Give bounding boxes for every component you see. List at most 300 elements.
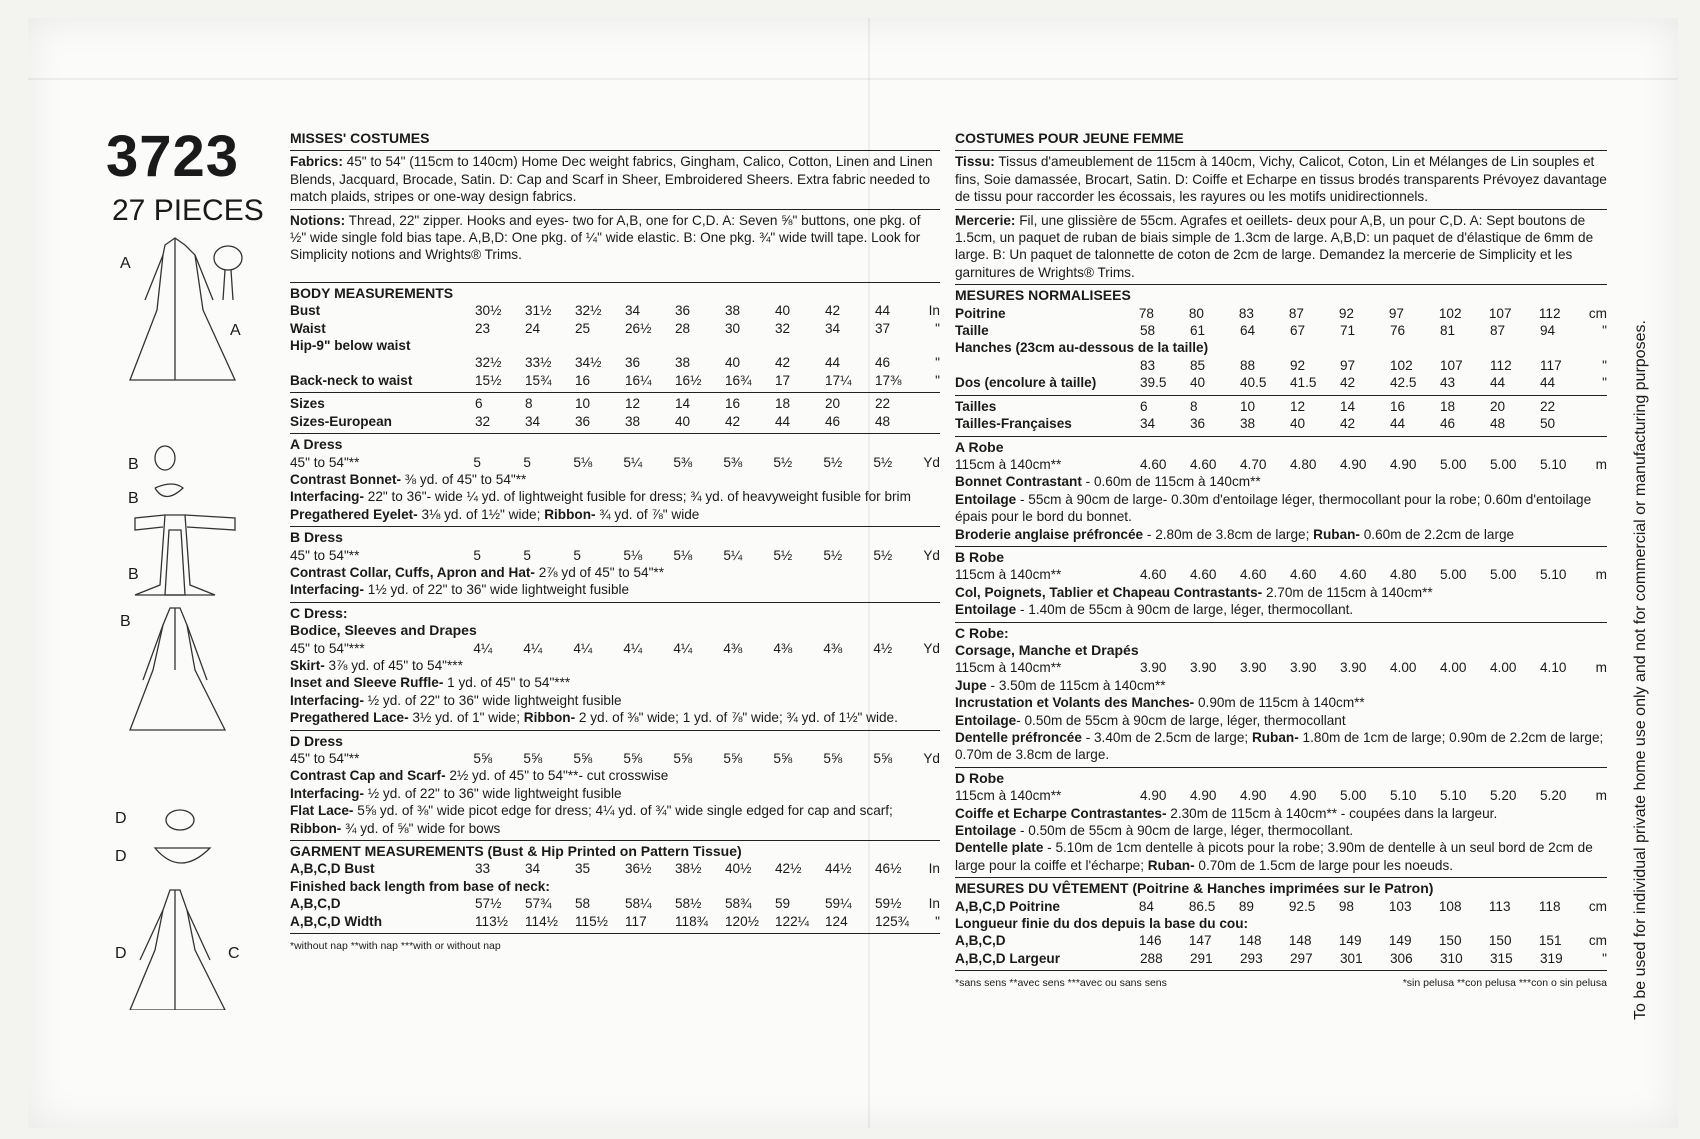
row-unit: " (935, 913, 940, 929)
size-value: 5¼ (623, 454, 643, 470)
item-label: Broderie anglaise préfroncée (955, 526, 1144, 542)
size-value: 42 (775, 355, 791, 371)
size-table (290, 395, 940, 430)
size-value: 43 (1440, 375, 1456, 391)
view-d-yardage (290, 733, 940, 837)
item-text: - 3.40m de 2.5cm de large; (1081, 730, 1252, 745)
view-label: B Dress (290, 529, 343, 546)
size-value: 38 (675, 355, 691, 371)
size-value: 50 (1540, 416, 1556, 432)
size-value: 5⅝ (623, 751, 643, 766)
footnote-left: *without nap **with nap ***with or without nap (290, 940, 501, 953)
size-value: 6 (1140, 398, 1148, 414)
item-label: Pregathered Eyelet- (290, 506, 418, 522)
size-value: 88 (1240, 357, 1256, 373)
row-values (1140, 322, 1590, 339)
size-value: 4⅜ (723, 640, 743, 656)
size-value: 112 (1490, 357, 1512, 373)
item-text: ⅜ yd. of 45" to 54"** (401, 471, 527, 487)
item-label: Dentelle préfroncée (955, 730, 1082, 745)
item-text: - 0.60m de 115cm à 140cm** (1081, 474, 1261, 490)
size-value: 36 (1190, 416, 1206, 432)
size-value: 34 (825, 320, 841, 336)
measurement-row (955, 898, 1607, 915)
measurement-row (290, 547, 940, 564)
size-value: 87 (1490, 323, 1506, 339)
size-value: 3.90 (1240, 660, 1267, 676)
row-unit: m (1595, 567, 1607, 583)
size-value: 40½ (725, 861, 752, 877)
row-unit: cm (1588, 898, 1607, 914)
divider (955, 209, 1607, 210)
size-value: 8 (1190, 398, 1198, 414)
size-value: 44 (875, 303, 891, 319)
row-values (475, 302, 925, 319)
size-value: 20 (825, 396, 841, 412)
measurement-row (290, 878, 940, 895)
yardage-line (290, 692, 940, 709)
row-label: Tailles-Françaises (955, 416, 1072, 432)
size-value: 5.10 (1440, 788, 1467, 804)
row-values (1140, 415, 1590, 432)
size-value: 38 (1240, 416, 1256, 432)
view-c-yardage (955, 625, 1607, 764)
size-value: 4.60 (1340, 567, 1367, 583)
row-unit: m (1595, 660, 1607, 676)
size-value: 4.80 (1290, 456, 1317, 472)
size-value: 40 (1190, 375, 1206, 391)
size-value: 46 (1440, 416, 1456, 432)
size-value: 87 (1288, 305, 1304, 321)
size-value: 118¾ (675, 913, 709, 929)
item-label: Col, Poignets, Tablier et Chapeau Contrastants- (955, 584, 1263, 600)
size-value: 149 (1338, 933, 1362, 949)
size-value: 10 (1240, 398, 1256, 414)
divider (290, 730, 940, 731)
size-value: 42 (825, 303, 841, 319)
size-value: 83 (1140, 357, 1156, 373)
size-value: 4.90 (1290, 788, 1317, 804)
size-value: 44 (1490, 375, 1506, 391)
size-value: 306 (1390, 950, 1413, 966)
size-value: 40 (775, 303, 791, 319)
size-value: 5⅛ (623, 547, 643, 563)
yardage-line (955, 491, 1607, 526)
row-unit: Yd (923, 547, 940, 563)
footnote-left: *sans sens **avec sens ***avec ou sans sens (955, 977, 1167, 990)
row-unit: " (935, 355, 940, 371)
row-values (475, 354, 925, 371)
notions-label: Notions: (290, 212, 346, 228)
size-table (955, 398, 1607, 433)
size-value: 5⅝ (573, 751, 593, 766)
divider (290, 526, 940, 527)
yardage-line (955, 694, 1607, 711)
garment-measurements-title: GARMENT MEASUREMENTS (Bust & Hip Printed on Pattern Tissue) (290, 843, 742, 860)
size-value: 76 (1390, 323, 1406, 339)
row-values (1140, 659, 1590, 676)
view-label: A Dress (290, 436, 343, 453)
size-value: 38 (725, 303, 741, 319)
size-value: 6 (475, 396, 483, 412)
size-value: 4.60 (1240, 567, 1267, 583)
yardage-line (290, 657, 940, 674)
size-value: 59 (775, 896, 791, 912)
size-value: 32½ (475, 355, 502, 371)
measurement-row (955, 415, 1607, 432)
size-value: 5⅜ (673, 454, 693, 470)
size-value: 5½ (873, 454, 893, 470)
row-unit: Yd (923, 454, 940, 470)
size-value: 34½ (575, 355, 602, 371)
size-value: 42 (1340, 375, 1356, 391)
size-value: 112 (1538, 305, 1561, 321)
size-value: 5⅝ (823, 751, 843, 766)
yardage-line (290, 488, 940, 505)
size-value: 5½ (823, 547, 843, 563)
size-value: 4¼ (573, 640, 593, 656)
item-text: - 0.50m de 55cm à 90cm de large, léger, thermocollant. (1016, 823, 1354, 839)
row-label (955, 357, 1140, 374)
measurement-row (290, 372, 940, 389)
size-value: 58½ (675, 896, 702, 912)
view-label: D Dress (290, 732, 343, 749)
size-value: 16 (725, 396, 741, 412)
size-value: 5.10 (1390, 788, 1417, 804)
yardage-line (955, 839, 1607, 874)
row-values (475, 320, 925, 337)
yardage-line (290, 564, 940, 581)
size-value: 92 (1290, 357, 1306, 373)
item-label: Interfacing- (290, 489, 365, 505)
fabrics-paragraph (955, 153, 1607, 205)
size-value: 24 (525, 320, 541, 336)
size-value: 17⅜ (875, 372, 902, 388)
footnote-right: *sin pelusa **con pelusa ***con o sin pelusa (1402, 977, 1607, 990)
view-label: C Robe: (955, 624, 1009, 641)
size-value: 94 (1540, 323, 1556, 339)
size-value: 44 (775, 413, 791, 429)
size-value: 114½ (525, 913, 559, 929)
size-value: 30½ (475, 303, 502, 319)
row-unit: m (1595, 456, 1607, 472)
size-value: 10 (575, 396, 591, 412)
size-value: 5⅜ (723, 454, 743, 470)
yardage-line (290, 674, 940, 691)
size-value: 36 (675, 303, 691, 319)
divider (955, 970, 1607, 971)
item-label: Pregathered Lace- (290, 710, 409, 726)
view-c-yardage (290, 605, 940, 727)
size-value: 40 (1290, 416, 1306, 432)
view-sublabel: Corsage, Manche et Drapés (955, 641, 1139, 658)
size-value: 148 (1238, 933, 1262, 949)
english-section (290, 130, 940, 955)
size-value: 32½ (575, 303, 602, 319)
row-label: Taille (955, 323, 989, 339)
row-values (475, 413, 925, 430)
footnote (955, 975, 1607, 992)
size-value: 4½ (873, 640, 893, 656)
item-text: ½ yd. of 22" to 36" wide lightweight fusible (364, 692, 622, 708)
size-value: 4.90 (1340, 456, 1367, 472)
divider (955, 622, 1607, 623)
row-label: Waist (290, 320, 326, 336)
view-letter: B (128, 456, 139, 473)
size-value: 319 (1540, 950, 1563, 966)
size-value: 17¼ (825, 372, 852, 388)
size-value: 81 (1440, 323, 1456, 339)
row-unit: " (1602, 357, 1607, 373)
size-value: 315 (1490, 950, 1513, 966)
size-value: 85 (1190, 357, 1206, 373)
size-value: 84 (1138, 898, 1154, 914)
size-value: 5.00 (1490, 456, 1517, 472)
garment-sketches (125, 230, 265, 1010)
size-value: 34 (1140, 416, 1156, 432)
view-a-yardage (290, 436, 940, 523)
size-value: 117 (625, 913, 647, 929)
size-value: 5⅝ (873, 751, 893, 766)
size-value: 97 (1388, 305, 1404, 321)
yardage-line (290, 506, 940, 523)
size-value: 117 (1540, 357, 1562, 373)
size-value: 42 (725, 413, 741, 429)
item-label: Entoilage (955, 823, 1017, 839)
size-value: 102 (1390, 357, 1413, 373)
size-value: 150 (1488, 933, 1512, 949)
row-label (290, 354, 475, 371)
size-value: 23 (475, 320, 491, 336)
size-value: 59½ (875, 896, 902, 912)
size-value: 44 (1390, 416, 1406, 432)
size-value: 5 (473, 454, 481, 470)
size-value: 5¼ (723, 547, 743, 563)
row-label: 45" to 54"** (290, 547, 360, 563)
item-label: Skirt- (290, 657, 325, 673)
fabrics-label: Fabrics: (290, 154, 343, 170)
row-label: Dos (encolure à taille) (955, 375, 1097, 391)
divider (955, 150, 1607, 151)
size-value: 44½ (825, 861, 852, 877)
size-value: 36 (625, 355, 641, 371)
footnote (290, 938, 940, 955)
size-value: 5 (473, 547, 481, 563)
row-label: 115cm à 140cm** (955, 660, 1062, 676)
yardage-line (290, 785, 940, 802)
row-unit: " (1602, 950, 1607, 966)
measurement-row (290, 895, 940, 912)
size-value: 34 (525, 861, 541, 877)
size-value: 33½ (525, 355, 552, 371)
size-value: 4.60 (1290, 567, 1317, 583)
size-value: 71 (1340, 323, 1356, 339)
yardage-line (955, 584, 1607, 601)
row-label: 45" to 54"** (290, 751, 360, 766)
fabrics-label: Tissu: (955, 154, 995, 170)
size-value: 59¼ (825, 896, 852, 912)
divider (290, 150, 940, 151)
size-value: 40 (675, 413, 691, 429)
row-label: A,B,C,D Poitrine (955, 898, 1060, 914)
item-text: - 55cm à 90cm de large- 0.30m d'entoilage léger, thermocollant pour la robe; 0.60m d'entoilage épais pour le bord du bonnet. (955, 491, 1592, 525)
measurement-row (955, 932, 1607, 949)
size-value: 5.00 (1440, 456, 1467, 472)
measurement-row (955, 950, 1607, 967)
view-label: D Robe (955, 769, 1004, 786)
size-value: 5⅝ (523, 751, 543, 766)
size-value: 31½ (525, 303, 552, 319)
measurement-row (955, 456, 1607, 473)
measurement-row (290, 354, 940, 371)
size-value: 5⅝ (473, 751, 493, 766)
yardage-line (955, 473, 1607, 490)
size-value: 57¾ (525, 896, 552, 912)
row-label: 115cm à 140cm** (955, 788, 1062, 804)
size-value: 5 (523, 454, 531, 470)
size-value: 124 (825, 913, 848, 929)
item-text: 0.70m de 1.5cm de large pour les noeuds. (1194, 857, 1454, 873)
measurement-row (955, 566, 1607, 583)
size-value: 4.00 (1490, 660, 1517, 676)
body-measurement-table (955, 305, 1607, 392)
item-text: 0.60m de 2.2cm de large (1359, 526, 1515, 542)
item-label: Jupe (955, 677, 987, 693)
item-text: - 1.40m de 55cm à 90cm de large, léger, thermocollant. (1016, 602, 1354, 618)
size-value: 61 (1190, 323, 1206, 339)
size-value: 8 (525, 396, 533, 412)
size-value: 5 (523, 547, 531, 563)
view-label: C Dress: (290, 604, 348, 621)
measurement-row (955, 322, 1607, 339)
yardage-line (955, 526, 1607, 543)
paper-crease (28, 78, 1678, 80)
item-text: 2½ yd. of 45" to 54"**- cut crosswise (445, 768, 669, 784)
yardage-line (290, 767, 940, 784)
size-value: 16¾ (725, 372, 752, 388)
size-value: 5½ (773, 547, 793, 563)
size-value: 107 (1440, 357, 1463, 373)
size-value: 40 (725, 355, 741, 371)
size-value: 4.60 (1140, 567, 1167, 583)
measurement-row (955, 357, 1607, 374)
size-value: 4.60 (1190, 456, 1217, 472)
row-unit: In (928, 896, 940, 912)
size-value: 37 (875, 320, 891, 336)
size-value: 5.20 (1540, 788, 1567, 804)
view-letter: A (120, 255, 131, 272)
row-unit: " (1602, 323, 1607, 339)
row-label: Tailles (955, 398, 997, 414)
view-sublabel: Bodice, Sleeves and Drapes (290, 622, 477, 639)
item-text: 22" to 36"- wide ¼ yd. of lightweight fusible for dress; ¾ yd. of heavyweight fusible for brim (364, 489, 911, 505)
item-label: Entoilage (955, 602, 1017, 618)
size-value: 22 (1540, 398, 1556, 414)
size-value: 42 (1340, 416, 1356, 432)
row-label: Finished back length from base of neck: (290, 878, 550, 894)
item-label: Dentelle plate (955, 840, 1044, 856)
size-value: 4⅜ (823, 640, 843, 656)
measurement-row (955, 787, 1607, 804)
measurement-row (290, 860, 940, 877)
fabrics-text: Tissus d'ameublement de 115cm à 140cm, Vichy, Calicot, Coton, Lin et Mélanges de Lin souples et fins, Soie damassée, Brocart, Satin. D: Coiffe et Echarpe en tissus brodés transparents Prévoyez davantage de tissu pour raccorder les écossais, les rayures ou les motifs unidirectionnels. (955, 154, 1607, 205)
view-letter: B (120, 613, 131, 630)
size-value: 125¾ (875, 913, 910, 929)
view-label: B Robe (955, 548, 1004, 565)
row-values (1140, 787, 1590, 804)
view-letter: B (128, 566, 139, 583)
size-value: 148 (1288, 933, 1312, 949)
size-value: 5.10 (1540, 567, 1567, 583)
item-text: 1½ yd. of 22" to 36" wide lightweight fusible (364, 582, 630, 598)
yardage-line (955, 729, 1607, 764)
item-label: Ruban- (1251, 730, 1299, 745)
size-value: 22 (875, 396, 891, 412)
row-unit: cm (1588, 305, 1607, 321)
item-text: - 5.10m de 1cm dentelle à picots pour la robe; 3.90m de dentelle à un seul bord de 2cm de large pour la coiffe et l'écharpe; (955, 840, 1593, 873)
row-values (1140, 398, 1590, 415)
size-value: 146 (1138, 933, 1162, 949)
item-text: - 0.50m de 55cm à 90cm de large, léger, thermocollant (1016, 712, 1346, 728)
size-value: 103 (1388, 898, 1412, 914)
row-values (1139, 305, 1589, 322)
view-b-yardage (955, 549, 1607, 619)
row-unit: Yd (923, 640, 940, 656)
size-value: 36 (575, 413, 591, 429)
item-text: 1 yd. of 45" to 54"*** (443, 675, 571, 691)
row-label: Sizes-European (290, 413, 392, 429)
row-unit: Yd (923, 751, 940, 766)
size-value: 3.90 (1190, 660, 1217, 676)
item-text: ½ yd. of 22" to 36" wide lightweight fusible (364, 785, 622, 801)
size-value: 4¼ (523, 640, 543, 656)
size-value: 32 (475, 413, 491, 429)
size-value: 147 (1188, 933, 1212, 949)
row-values (475, 395, 925, 412)
divider (290, 840, 940, 841)
divider (290, 602, 940, 603)
measurement-row (290, 337, 940, 354)
row-label: Bust (290, 303, 321, 319)
row-label: Poitrine (955, 305, 1006, 321)
row-label: 45" to 54"** (290, 454, 360, 470)
item-label: Coiffe et Echarpe Contrastantes- (955, 805, 1167, 821)
notions-paragraph (290, 212, 940, 264)
divider (955, 436, 1607, 437)
size-value: 288 (1140, 950, 1163, 966)
row-unit: cm (1588, 933, 1607, 949)
yardage-line (955, 822, 1607, 839)
row-values (475, 913, 925, 930)
row-label: Back-neck to waist (290, 372, 413, 388)
size-value: 150 (1438, 933, 1462, 949)
row-label: A,B,C,D Largeur (955, 950, 1060, 966)
size-value: 4.00 (1390, 660, 1417, 676)
size-value: 57½ (475, 896, 502, 912)
size-value: 149 (1388, 933, 1412, 949)
yardage-line (955, 712, 1607, 729)
size-value: 4¼ (473, 640, 493, 656)
row-unit: " (935, 372, 940, 388)
size-value: 48 (1490, 416, 1506, 432)
size-value: 5⅛ (573, 454, 593, 470)
size-value: 4.00 (1440, 660, 1467, 676)
size-value: 97 (1340, 357, 1356, 373)
french-section (955, 130, 1607, 993)
view-a-yardage (955, 439, 1607, 543)
size-value: 5.00 (1490, 567, 1517, 583)
pieces-count: 27 PIECES (112, 194, 264, 227)
